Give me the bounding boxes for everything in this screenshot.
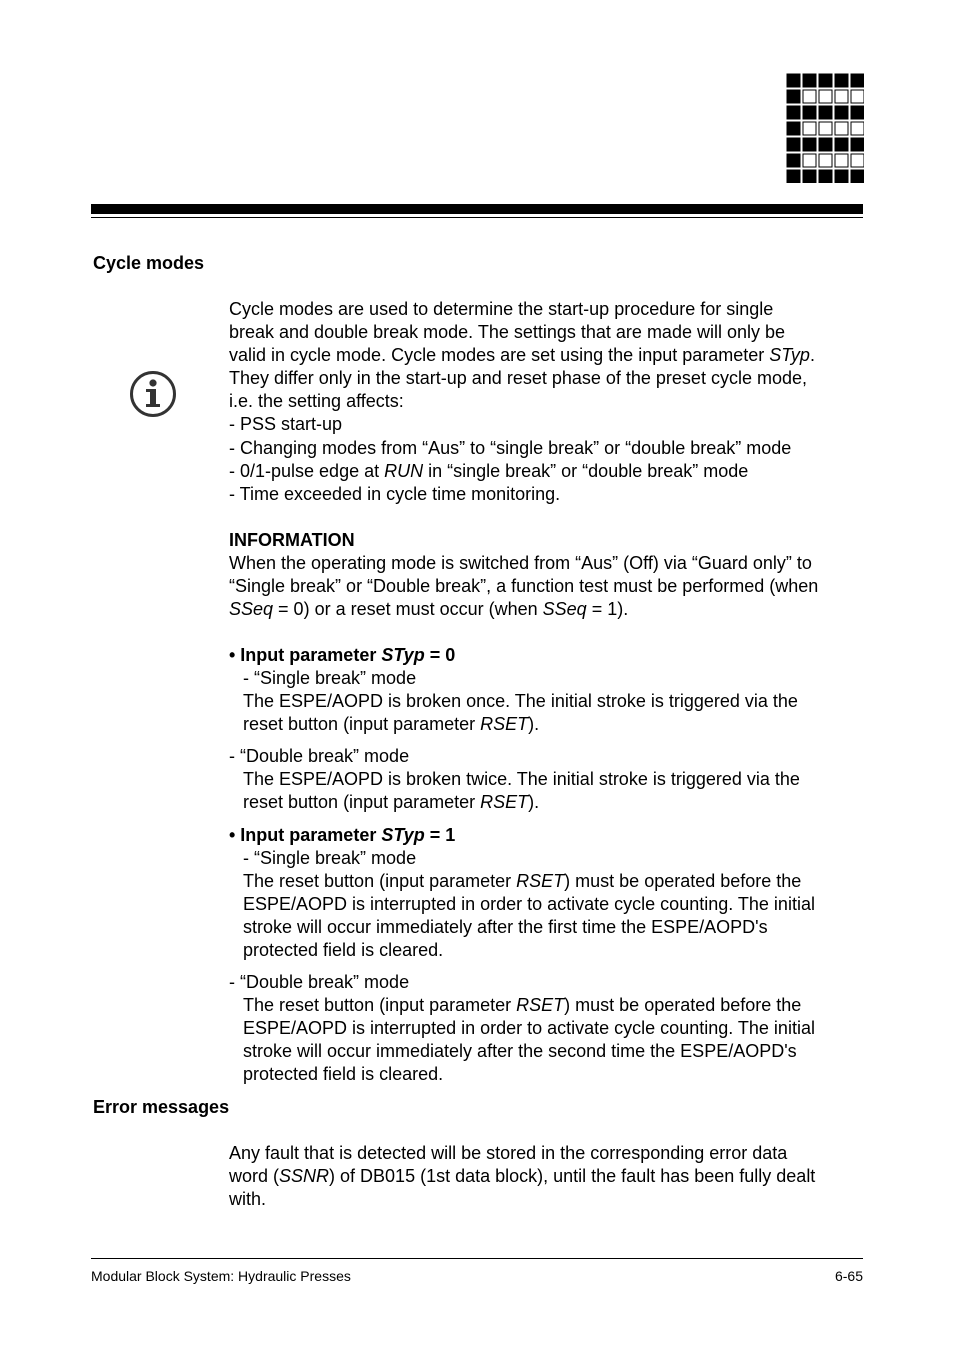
- text-line: stroke will occur immediately after the second time the ESPE/AOPD's: [243, 1041, 797, 1062]
- styp0-double-block: [229, 745, 869, 814]
- mode-label: - “Double break” mode: [229, 746, 410, 766]
- mode-label: - “Double break” mode: [229, 972, 410, 992]
- logo-cell-hollow: [819, 90, 832, 103]
- footer-rule: [91, 1258, 863, 1259]
- logo-cell-solid: [819, 170, 833, 184]
- mode-label: - “Single break” mode: [243, 848, 417, 869]
- logo-cell-solid: [851, 106, 865, 120]
- grid-logo: [786, 73, 864, 183]
- styp1-heading: • Input parameter STyp = 1: [229, 825, 456, 845]
- text-line: The reset button (input parameter RSET) must be operated before the: [243, 995, 802, 1016]
- styp0-heading: • Input parameter STyp = 0: [229, 645, 456, 665]
- text-line: with.: [229, 1189, 267, 1210]
- logo-cell-solid: [787, 74, 801, 88]
- text-line: The ESPE/AOPD is broken twice. The initial stroke is triggered via the: [243, 769, 800, 790]
- info-icon: [129, 370, 177, 418]
- logo-cell-hollow: [835, 122, 848, 135]
- mode-label: - “Single break” mode: [243, 668, 417, 689]
- logo-cell-solid: [803, 138, 817, 152]
- logo-cell-hollow: [819, 154, 832, 167]
- logo-cell-hollow: [803, 90, 816, 103]
- text-line: protected field is cleared.: [243, 1064, 444, 1085]
- text-line: stroke will occur immediately after the first time the ESPE/AOPD's: [243, 917, 768, 938]
- header-rule-thin: [91, 217, 863, 218]
- information-title: INFORMATION: [229, 530, 355, 550]
- logo-cell-hollow: [835, 154, 848, 167]
- text-line: protected field is cleared.: [243, 940, 444, 961]
- logo-cell-solid: [819, 138, 833, 152]
- logo-cell-solid: [851, 170, 865, 184]
- text-line: “Single break” or “Double break”, a function test must be performed (when: [229, 576, 819, 597]
- logo-cell-hollow: [803, 122, 816, 135]
- logo-cell-solid: [835, 106, 849, 120]
- logo-cell-solid: [803, 170, 817, 184]
- section-heading-cycle-modes: Cycle modes: [93, 253, 205, 273]
- logo-cell-hollow: [835, 90, 848, 103]
- text-line: The reset button (input parameter RSET) must be operated before the: [243, 871, 802, 892]
- section-heading-error-messages: Error messages: [93, 1097, 230, 1117]
- text-line: reset button (input parameter RSET).: [243, 714, 540, 735]
- logo-cell-hollow: [819, 122, 832, 135]
- text-line: SSeq = 0) or a reset must occur (when SSeq = 1).: [229, 599, 629, 620]
- text-line: ESPE/AOPD is interrupted in order to activate cycle counting. The initial: [243, 894, 815, 915]
- footer-title: Modular Block System: Hydraulic Presses: [91, 1268, 351, 1284]
- text-line: word (SSNR) of DB015 (1st data block), until the fault has been fully dealt: [229, 1166, 816, 1187]
- logo-cell-solid: [835, 138, 849, 152]
- text-line: Cycle modes are used to determine the start-up procedure for single: [229, 299, 774, 319]
- list-item: - 0/1-pulse edge at RUN in “single break” or “double break” mode: [229, 460, 749, 481]
- logo-cell-solid: [835, 74, 849, 88]
- text-line: They differ only in the start-up and reset phase of the preset cycle mode,: [229, 368, 807, 389]
- text-line: reset button (input parameter RSET).: [243, 792, 540, 813]
- logo-cell-solid: [787, 154, 801, 168]
- logo-cell-solid: [787, 170, 801, 184]
- text-line: break and double break mode. The settings that are made will only be: [229, 322, 786, 343]
- logo-cell-solid: [835, 170, 849, 184]
- logo-cell-solid: [803, 74, 817, 88]
- header-rule-thick: [91, 204, 863, 214]
- logo-cell-solid: [851, 74, 865, 88]
- text-line: i.e. the setting affects:: [229, 391, 404, 412]
- logo-cell-hollow: [803, 154, 816, 167]
- information-block: [229, 529, 869, 621]
- text-line: ESPE/AOPD is interrupted in order to activate cycle counting. The initial: [243, 1018, 815, 1039]
- styp1-block: [229, 824, 869, 963]
- logo-cell-solid: [819, 74, 833, 88]
- error-messages-text: [229, 1142, 869, 1211]
- cycle-modes-intro: [229, 298, 869, 506]
- text-line: Any fault that is detected will be stored in the corresponding error data: [229, 1143, 788, 1163]
- text-line: The ESPE/AOPD is broken once. The initial stroke is triggered via the: [243, 691, 798, 712]
- text-line: When the operating mode is switched from “Aus” (Off) via “Guard only” to: [229, 553, 812, 574]
- logo-cell-hollow: [851, 90, 864, 103]
- logo-cell-solid: [787, 122, 801, 136]
- logo-cell-solid: [803, 106, 817, 120]
- logo-cell-solid: [819, 106, 833, 120]
- list-item: - Changing modes from “Aus” to “single break” or “double break” mode: [229, 437, 792, 458]
- logo-cell-solid: [787, 90, 801, 104]
- logo-cell-hollow: [851, 122, 864, 135]
- text-line: valid in cycle mode. Cycle modes are set using the input parameter STyp.: [229, 345, 815, 366]
- list-item: - Time exceeded in cycle time monitoring.: [229, 483, 561, 504]
- logo-cell-solid: [851, 138, 865, 152]
- styp0-block: [229, 644, 869, 736]
- list-item: - PSS start-up: [229, 414, 343, 435]
- logo-cell-solid: [787, 106, 801, 120]
- page-number: 6-65: [834, 1268, 863, 1284]
- styp1-double-block: [229, 971, 869, 1086]
- logo-cell-solid: [787, 138, 801, 152]
- logo-cell-hollow: [851, 154, 864, 167]
